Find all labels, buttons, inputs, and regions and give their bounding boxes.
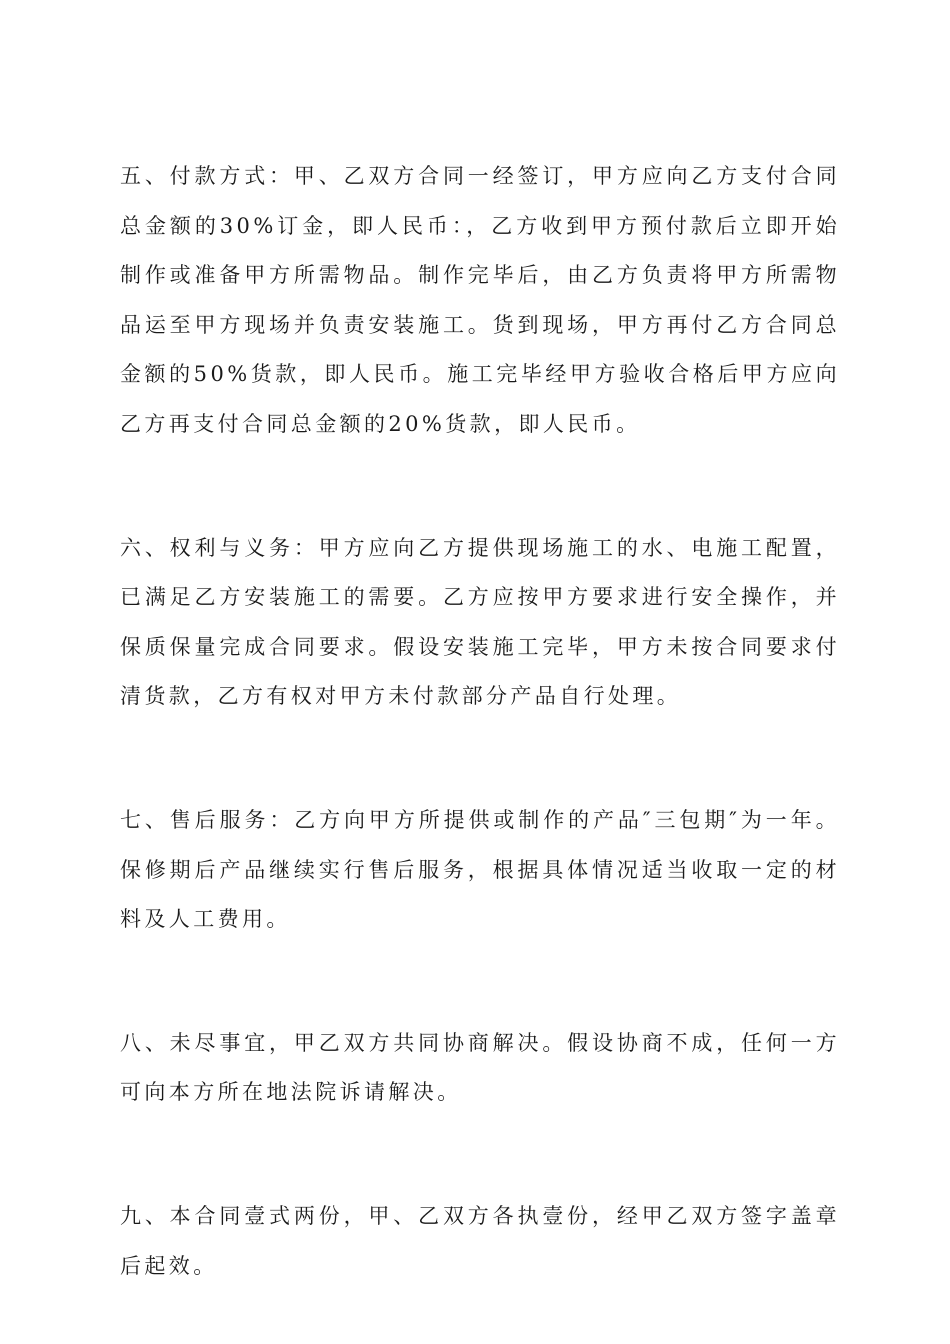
clause-payment-method: 五、付款方式：甲、乙双方合同一经签订，甲方应向乙方支付合同总金额的30%订金，即人民币：，乙方收到甲方预付款后立即开始制作或准备甲方所需物品。制作完毕后，由乙方负责将甲方所需物品运至甲方现场并负责安装施工。货到现场，甲方再付乙方合同总金额的50%货款，即人民币。施工完毕经甲方验收合格后甲方应向乙方再支付合同总金额的20%货款，即人民币。 — [120, 164, 840, 436]
clause-contract-copies: 九、本合同壹式两份，甲、乙双方各执壹份，经甲乙双方签字盖章后起效。 — [120, 1203, 840, 1278]
document-body — [120, 152, 840, 1291]
clause-after-sales-service: 七、售后服务：乙方向甲方所提供或制作的产品″三包期″为一年。保修期后产品继续实行售后服务，根据具体情况适当收取一定的材料及人工费用。 — [120, 807, 840, 932]
clause-rights-and-obligations: 六、权利与义务：甲方应向乙方提供现场施工的水、电施工配置，已满足乙方安装施工的需要。乙方应按甲方要求进行安全操作，并保质保量完成合同要求。假设安装施工完毕，甲方未按合同要求付清货款，乙方有权对甲方未付款部分产品自行处理。 — [120, 535, 840, 709]
clause-unresolved-matters: 八、未尽事宜，甲乙双方共同协商解决。假设协商不成，任何一方可向本方所在地法院诉请解决。 — [120, 1030, 840, 1105]
